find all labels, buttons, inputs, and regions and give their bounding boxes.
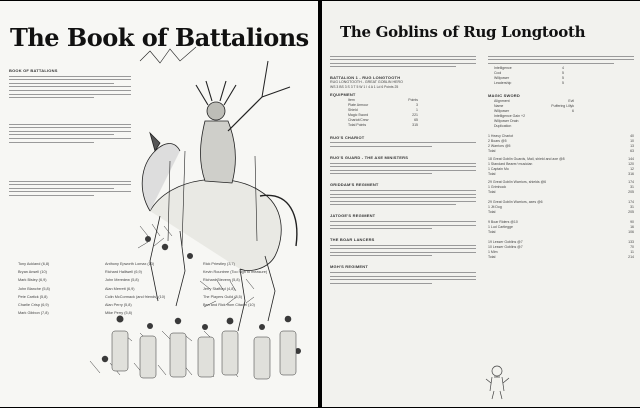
cost-total: Total 316 [488,172,634,177]
cost-row: 2 Boars @5 10 [488,139,634,144]
credit-item: The Players Guild (8,5) [203,294,243,299]
cost-total: Total 106 [488,230,634,235]
cost-row: 29 Great Goblin Warriors, axes @6 174 [488,200,634,205]
cost-row: 1 Mim 11 [488,250,634,255]
cost-total: Total 63 [488,149,634,154]
cost-row: 1 Grimhook 31 [488,185,634,190]
table-row: Willpower 5 [494,76,564,81]
credit-item: Mark Bisley (6,9) [18,278,47,283]
griddam-costs [488,180,634,194]
right-column-a [330,53,476,292]
jatoge-costs [488,200,634,214]
cost-row: 1 Standard Bearer/ musician 120 [488,162,634,167]
equipment-row: Shield 1 [348,107,418,112]
credits-column-2 [105,260,165,317]
credit-item: Ben and Rick from Citadel (10) [203,303,255,308]
table-row: Intelligence 4 [494,66,564,71]
equipment-row: Magic Sword 221 [348,112,418,117]
credits-column-1 [18,260,50,317]
chariot-block [330,135,476,147]
magic-sword-header: MAGIC SWORD [488,93,520,99]
credit-item: Alan Merrett (6,9) [105,286,135,291]
right-column-b [488,53,634,260]
credit-item: Tony Ackland (6,8) [18,262,50,266]
cost-row: 19 Lesser Goblins @7 133 [488,240,634,245]
block-header: THE BOAR LANCERS [330,237,375,243]
jatoge-block [330,213,476,229]
equipment-table [348,98,418,127]
guard-costs [488,157,634,176]
credit-item: Bryan Ansell (10) [18,270,47,275]
characteristics-table [494,66,564,85]
credit-item: Pete Cartick (5,8) [18,294,48,299]
credit-item: Rick Priestley (3,7) [203,262,235,266]
intro-paragraph-2 [9,121,131,145]
credit-item: Richard Stevens (5,8) [203,278,240,283]
cost-total: Total 205 [488,190,634,195]
credit-item: Richard Halliwell (6,9) [105,270,142,275]
credit-item: John Blanche (5,8) [18,286,50,291]
cost-row: 2 Warriors @5 13 [488,144,634,149]
mgh-costs [488,240,634,259]
cost-row: 1 Heavy Chariot 40 [488,134,634,139]
magic-sword-table [494,99,574,128]
credit-item: Jerry Stafford (4,8) [203,286,235,291]
stat-line: WS 3 BS 3 S 3 T 5 W 1 I 4 A 1 Ld 6 Points 25 [330,84,399,89]
block-header: BATTALION 1 - RUG LONGTOOTH [330,75,401,81]
guard-block [330,155,476,174]
table-row: Duplication [494,124,512,129]
table-row: Cool 5 [494,71,564,76]
credit-item: Mark Gibbon (7,8) [18,311,49,316]
cost-row: 10 Lesser Goblins @7 70 [488,245,634,250]
table-row: Willpower 6 [494,109,574,114]
credit-item: Alan Perry (5,8) [105,303,132,308]
block-header: GRIDDAM'S REGIMENT [330,182,379,188]
rider-illustration [0,1,318,407]
goblin-sketch [482,361,512,401]
cost-row: 1 Lud Cartlegge 16 [488,225,634,230]
cost-total: Total 214 [488,255,634,260]
chariot-costs [488,134,634,153]
colb-intro [488,56,634,64]
opening-paragraph [330,56,476,68]
credit-item: Mike Perry (5,8) [105,311,133,316]
page-title-left: The Book of Battalions [10,23,309,52]
boar-costs [488,220,634,234]
hero-title: RUG LONGTOOTH - GREAT GOBLIN HERO [330,80,403,85]
cost-row: 1 Jit Dog 31 [488,205,634,210]
block-header: RUG'S GUARD - THE AXE MINISTERS [330,154,409,160]
equipment-row: Item Points [348,97,418,102]
cost-row: 1 Captain Mo 12 [488,167,634,172]
credits-column-3 [203,260,267,309]
block-header: JATOGE'S REGIMENT [330,213,376,219]
table-row: Leadership 5 [494,81,564,86]
equipment-row: Plate Armour 3 [348,102,418,107]
credit-item: Colin McCormack (and friends) (10) [105,294,166,299]
intro-text-block [9,68,131,101]
intro-paragraph-3 [9,178,131,199]
page-title-right: The Goblins of Rug Longtooth [340,23,586,41]
credit-item: John Meredew (5,8) [105,278,139,283]
block-header: RUG'S CHARIOT [330,134,365,140]
credit-item: Charlie Crisp (6,9) [18,303,49,308]
equipment-row: Total Points 315 [348,122,418,127]
cost-row: 9 Boar Riders @10 90 [488,220,634,225]
cost-row: 18 Great Goblin Guards, Mail, shield and axe @8 144 [488,157,634,162]
griddam-block [330,182,476,205]
table-row: Intelligence Gain +2 [494,114,526,119]
battalion-1-block [330,75,476,126]
cost-row: 29 Great Goblin Warriors, shields @6 174 [488,180,634,185]
mgh-block [330,264,476,283]
right-page [322,1,640,407]
intro-paragraph-1 [9,76,131,99]
table-row: Name Puffering Lillyk [494,104,574,109]
table-row: Alignment Evil [494,99,574,104]
section-header: BOOK OF BATTALIONS [9,68,58,73]
credit-item: Kevin Rountree (Too high to measure) [203,270,268,275]
equipment-row: Chariot/Crew 65 [348,117,418,122]
credit-item: Anthony Epworth Lomax (13) [105,262,155,266]
block-header: MGH'S REGIMENT [330,264,368,270]
boar-lancers-block [330,237,476,256]
table-row: Willpower Drain [494,119,519,124]
left-page [0,1,318,407]
cost-total: Total 205 [488,210,634,215]
equipment-header: EQUIPMENT [330,91,356,97]
